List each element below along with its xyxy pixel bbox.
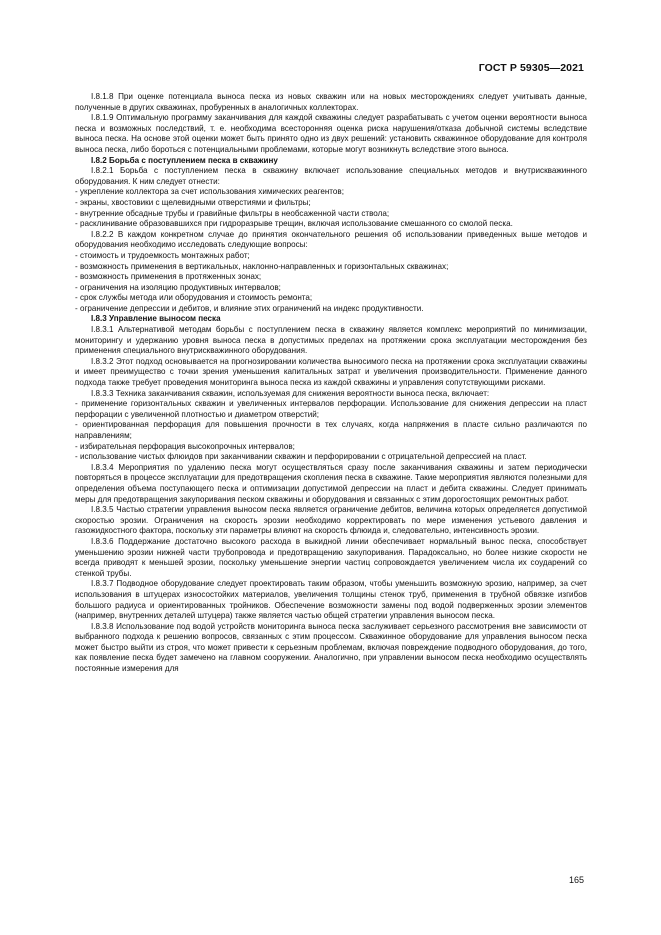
list-item: - использование чистых флюидов при заканчивании скважин и перфорировании с отрицательной депрессией на пласт. — [75, 452, 587, 463]
list-item: - внутренние обсадные трубы и гравийные фильтры в необсаженной части ствола; — [75, 209, 587, 220]
section-heading: I.8.3 Управление выносом песка — [91, 314, 221, 324]
paragraph: I.8.1.8 При оценке потенциала выноса песка из новых скважин или на новых месторождениях следует учитывать данные, полученные в других скважинах, пробуренных в аналогичных коллекторах. — [75, 92, 587, 112]
list-item: - применение горизонтальных скважин и увеличенных интервалов перфорации. Использование для снижения депрессии на пласт перфорации с увеличенной плотностью и диаметром отверстий; — [75, 399, 587, 420]
list-item: - стоимость и трудоемкость монтажных работ; — [75, 251, 587, 262]
list-item: - экраны, хвостовики с щелевидными отверстиями и фильтры; — [75, 198, 587, 209]
paragraph: I.8.2.1 Борьба с поступлением песка в скважину включает использование специальных методов и внутрискважинного оборудования. К ним следует отнести: — [75, 166, 587, 186]
paragraph: I.8.3.2 Этот подход основывается на прогнозировании количества выносимого песка на протяжении срока эксплуатации скважины и имеет преимущество с точки зрения уменьшения капитальных затрат и увеличения производительности. Применение данного подхода также требует проведения мониторинга выноса песка из каждой скважины и управления сопутствующими рисками. — [75, 356, 587, 388]
page-number: 165 — [568, 875, 584, 885]
list-item: - укрепление коллектора за счет использования химических реагентов; — [75, 187, 587, 198]
paragraph: I.8.3.4 Мероприятия по удалению песка могут осуществляться сразу после заканчивания скважины и затем периодически повторяться в процессе эксплуатации для предотвращения скопления песка в скважине. Такие мероприятия являются полезными для определения объема поступающего песка и оптимизации допустимой депрессии на пласт и дебита скважины. Следует принимать меры для предотвращения закупоривания песком скважины и оборудования и связанных с этим дорогостоящих ремонтных работ. — [75, 462, 587, 504]
paragraph: I.8.3.7 Подводное оборудование следует проектировать таким образом, чтобы уменьшить возможную эрозию, например, за счет использования в штуцерах износостойких материалов, увеличения толщины стенок труб, применения в трубной обвязке изгибов большого радиуса и ориентированных тройников. Обеспечение возможности замены под водой подверженных эрозии элементов (например, внутренних деталей штуцера) также является частью общей стратегии управления выносом песка. — [75, 579, 587, 621]
list-item: - ориентированная перфорация для повышения прочности в тех случаях, когда напряжения в пласте сильно различаются по направлениям; — [75, 420, 587, 441]
list-item: - ограничения на изоляцию продуктивных интервалов; — [75, 283, 587, 294]
list-item: - срок службы метода или оборудования и стоимость ремонта; — [75, 293, 587, 304]
list-item: - избирательная перфорация высокопрочных интервалов; — [75, 442, 587, 453]
list-item: - возможность применения в вертикальных, наклонно-направленных и горизонтальных скважинах; — [75, 262, 587, 273]
document-body — [75, 92, 587, 675]
list-item: - возможность применения в протяженных зонах; — [75, 272, 587, 283]
paragraph: I.8.1.9 Оптимальную программу заканчивания для каждой скважины следует разрабатывать с учетом оценки вероятности выноса песка и возможных последствий, т. е. необходима всесторонняя оценка риска нарушения/отказа добычной системы вследствие выноса песка. На основе этой оценки может быть принято одно из двух решений: установить скважинное оборудование для контроля выноса песка, либо бороться с потенциальными проблемами, которые могут возникнуть вследствие этого выноса. — [75, 113, 587, 154]
paragraph: I.8.3.3 Техника заканчивания скважин, используемая для снижения вероятности выноса песка, включает: — [91, 388, 490, 398]
paragraph: I.8.2.2 В каждом конкретном случае до принятия окончательного решения об использовании приведенных выше методов и оборудования необходимо исследовать следующие вопросы: — [75, 229, 587, 250]
paragraph: I.8.3.6 Поддержание достаточно высокого расхода в выкидной линии обеспечивает нормальный вынос песка, способствует уменьшению эрозии нижней части трубопровода и предотвращению закупоривания. Парадоксально, но более низкие скорости не всегда приводят к меньшей эрозии, поскольку уменьшение энергии частиц сопровождается увеличением числа их соударений со стенкой трубы. — [75, 536, 587, 578]
list-item: - ограничение депрессии и дебитов, и влияние этих ограничений на индекс продуктивности. — [75, 304, 587, 315]
paragraph: I.8.3.5 Частью стратегии управления выносом песка является ограничение дебитов, величина которых определяется допустимой скоростью эрозии. Ограничения на скорость эрозии необходимо корректировать по мере изменения устьевого давления и газожидкостного фактора, поскольку эти параметры влияют на скорость флюида и, следовательно, интенсивность эрозии. — [75, 505, 587, 536]
list-item: - расклинивание образовавшихся при гидроразрыве трещин, включая использование смешанного со смолой песка. — [75, 219, 587, 230]
document-code: ГОСТ Р 59305—2021 — [478, 62, 584, 74]
section-heading: I.8.2 Борьба с поступлением песка в скважину — [91, 155, 278, 165]
paragraph: I.8.3.1 Альтернативой методам борьбы с поступлением песка в скважину является комплекс мероприятий по минимизации, мониторингу и удержанию уровня выноса песка в допустимых пределах на протяжении срока эксплуатации месторождения без применения специального внутрискважинного оборудования. — [75, 325, 587, 356]
paragraph: I.8.3.8 Использование под водой устройств мониторинга выноса песка заслуживает серьезного рассмотрения вне зависимости от выбранного подхода к решению вопросов, связанных с этим процессом. Скважинное оборудование для управления выносом песка может быстро выйти из строя, что может привести к серьезным проблемам, включая повреждение подводного оборудования, до того, как появление песка будет замечено на главном сооружении. Аналогично, при управлении выносом песка необходимо осуществлять постоянные измерения для — [75, 621, 587, 674]
